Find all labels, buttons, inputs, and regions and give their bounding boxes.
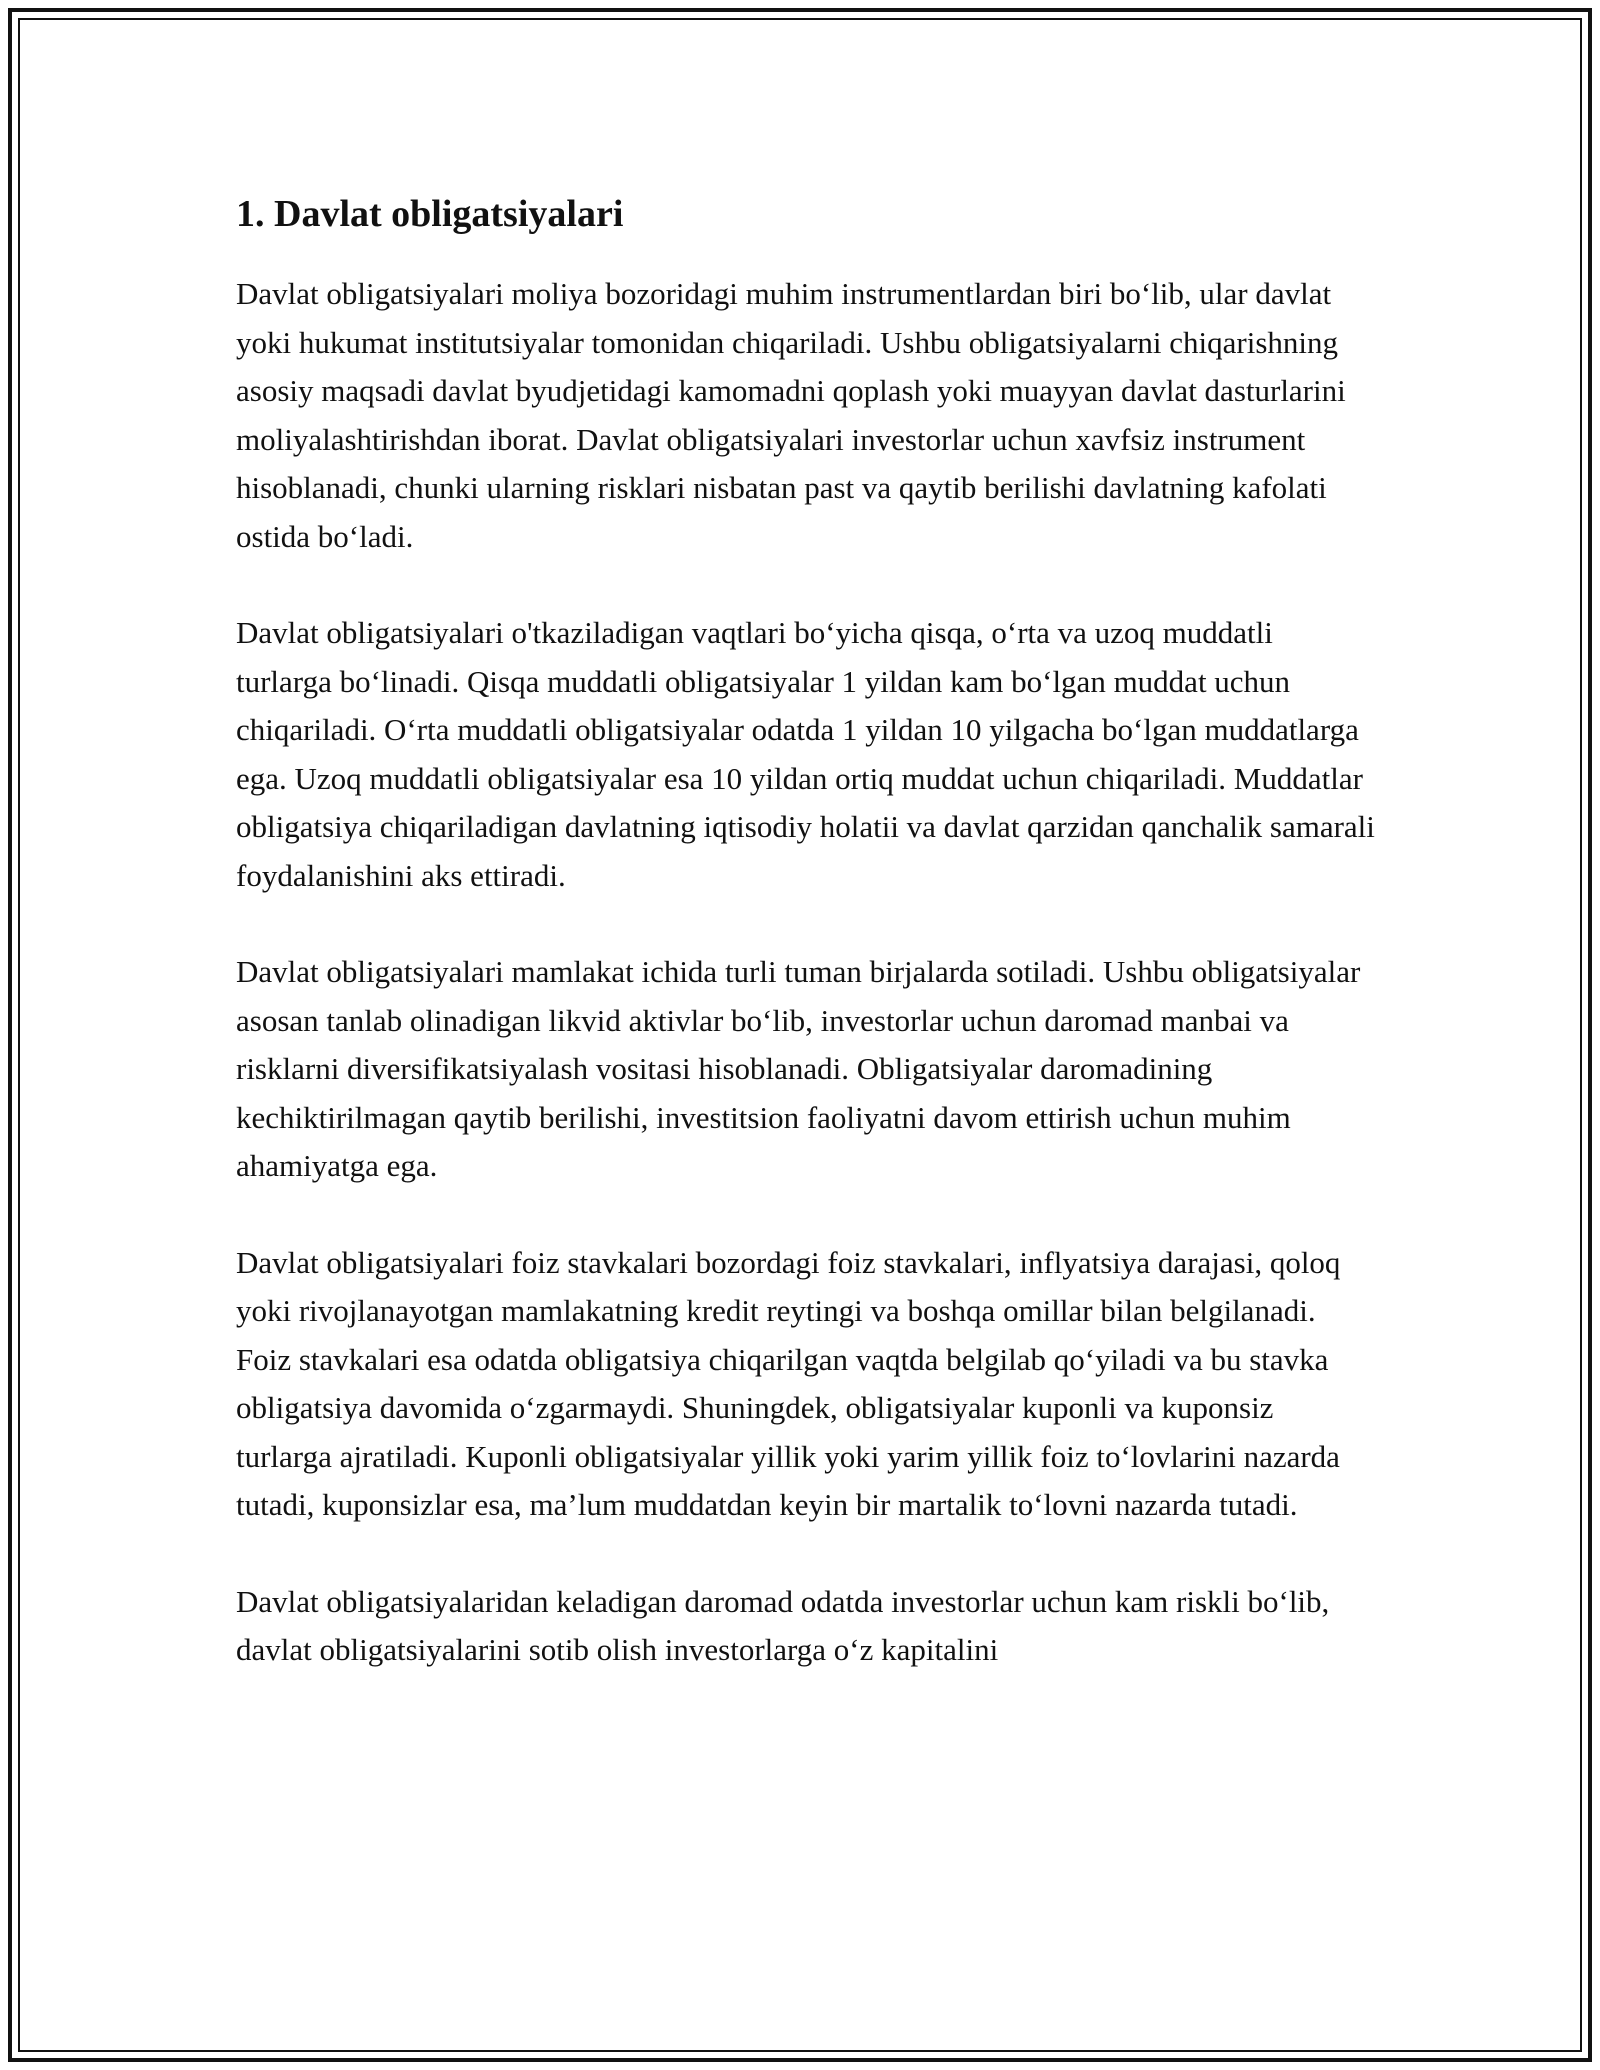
section-heading: 1. Davlat obligatsiyalari <box>236 193 624 235</box>
paragraph-3: Davlat obligatsiyalari mamlakat ichida turli tuman birjalarda sotiladi. Ushbu obligatsiyalar asosan tanlab olinadigan likvid aktivlar bo‘lib, investorlar uchun daromad manbai va risklarni diversifikatsiyalash vositasi hisoblanadi. Obligatsiyalar daromadining kechiktirilmagan qaytib berilishi, investitsion faoliyatni davom ettirish uchun muhim ahamiyatga ega. <box>236 954 1361 1183</box>
paragraph-5: Davlat obligatsiyalaridan keladigan daromad odatda investorlar uchun kam riskli bo‘lib, davlat obligatsiyalarini sotib olish investorlarga o‘z kapitalini <box>236 1583 1330 1667</box>
paragraph-1: Davlat obligatsiyalari moliya bozoridagi muhim instrumentlardan biri bo‘lib, ular davlat yoki hukumat institutsiyalar tomonidan chiqariladi. Ushbu obligatsiyalarni chiqarishning asosiy maqsadi davlat byudjetidagi kamomadni qoplash yoki muayyan davlat dasturlarini moliyalashtirishdan iborat. Davlat obligatsiyalari investorlar uchun xavfsiz instrument hisoblanadi, chunki ularning risklari nisbatan past va qaytib berilishi davlatning kafolati ostida bo‘ladi. <box>236 276 1346 554</box>
paragraph-2: Davlat obligatsiyalari o'tkaziladigan vaqtlari bo‘yicha qisqa, o‘rta va uzoq muddatli turlarga bo‘linadi. Qisqa muddatli obligatsiyalar 1 yildan kam bo‘lgan muddat uchun chiqariladi. O‘rta muddatli obligatsiyalar odatda 1 yildan 10 yilgacha bo‘lgan muddatlarga ega. Uzoq muddatli obligatsiyalar esa 10 yildan ortiq muddat uchun chiqariladi. Muddatlar obligatsiya chiqariladigan davlatning iqtisodiy holatii va davlat qarzidan qanchalik samarali foydalanishini aks ettiradi. <box>236 615 1375 893</box>
paragraph-4: Davlat obligatsiyalari foiz stavkalari bozordagi foiz stavkalari, inflyatsiya darajasi, qoloq yoki rivojlanayotgan mamlakatning kredit reytingi va boshqa omillar bilan belgilanadi. Foiz stavkalari esa odatda obligatsiya chiqarilgan vaqtda belgilab qo‘yiladi va bu stavka obligatsiya davomida o‘zgarmaydi. Shuningdek, obligatsiyalar kuponli va kuponsiz turlarga ajratiladi. Kuponli obligatsiyalar yillik yoki yarim yillik foiz to‘lovlarini nazarda tutadi, kuponsizlar esa, ma’lum muddatdan keyin bir martalik to‘lovni nazarda tutadi. <box>236 1244 1341 1522</box>
document-body <box>236 186 1376 1723</box>
